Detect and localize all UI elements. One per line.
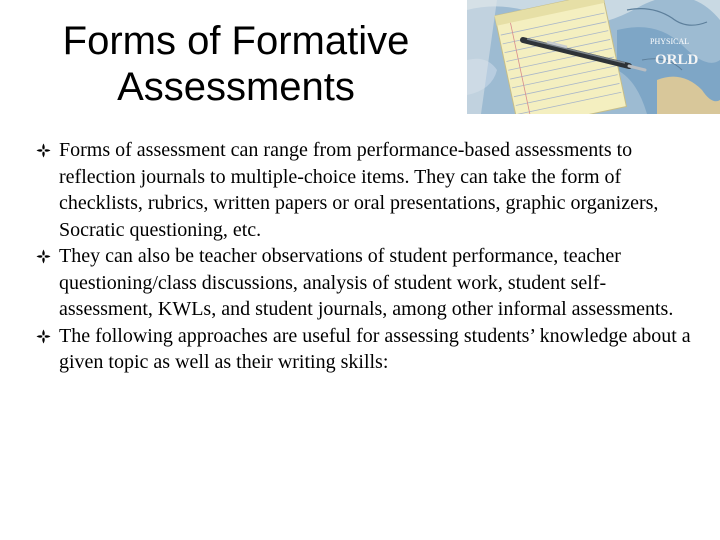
map-text-1: PHYSICAL: [650, 37, 690, 46]
bullet-text: They can also be teacher observations of student performance, teacher questioning/class discussions, analysis of student work, student self-assessment, KWLs, and student journals, among other informal assessments.: [59, 245, 674, 320]
bullet-text: Forms of assessment can range from performance-based assessments to reflection journals to multiple-choice items. They can take the form of checklists, rubrics, written papers or oral presentations, graphic organizers, Socratic questioning, etc.: [59, 139, 659, 241]
map-text-2: ORLD: [655, 52, 699, 68]
notepad-and-pen-photo: [467, 0, 720, 114]
bullet-list: [36, 137, 696, 376]
bullet-item: [36, 323, 696, 376]
slide-title-line-1: Forms of Formative: [62, 19, 410, 63]
bullet-item: [36, 137, 696, 243]
photo-illustration: [467, 0, 720, 114]
bullet-item: [36, 243, 696, 323]
bullet-text: The following approaches are useful for assessing students’ knowledge about a given topic as well as their writing skills:: [59, 324, 691, 373]
diamond-clover-bullet-icon: [36, 329, 51, 344]
diamond-clover-bullet-icon: [36, 249, 51, 264]
slide-title: [36, 18, 436, 110]
slide-title-line-2: Assessments: [117, 65, 355, 109]
diamond-clover-bullet-icon: [36, 143, 51, 158]
